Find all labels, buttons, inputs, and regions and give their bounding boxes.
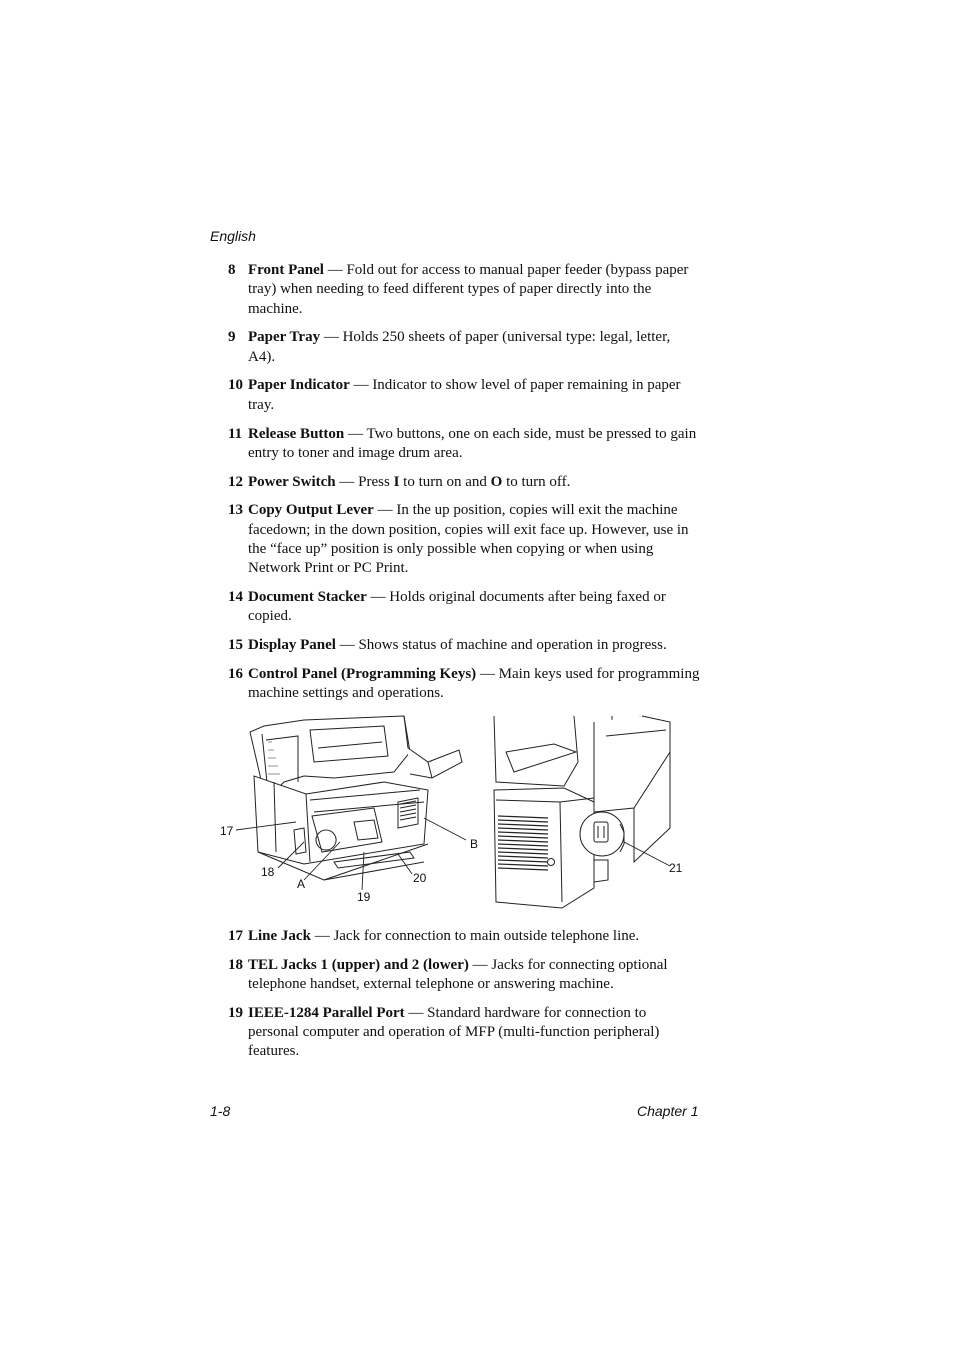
item-description: Shows status of machine and operation in progress. (358, 637, 667, 654)
separator: — (349, 377, 373, 394)
separator: — (366, 589, 390, 606)
item-description: Press (358, 473, 394, 490)
item-number: 18 (228, 956, 243, 973)
separator: — (335, 473, 359, 490)
item-description: Holds original documents after being faxed or copied. (248, 589, 666, 625)
item-term: IEEE-1284 Parallel Port (248, 1004, 405, 1021)
callout-17: 17 (220, 824, 234, 838)
item-number: 14 (228, 589, 243, 606)
separator: — (476, 666, 499, 683)
page-number: 1-8 (210, 1103, 231, 1119)
list-item (228, 376, 700, 415)
separator: — (404, 1004, 428, 1021)
list-item (228, 473, 700, 492)
item-number: 13 (228, 502, 243, 519)
separator: — (344, 425, 367, 442)
item-term: Copy Output Lever (248, 502, 374, 519)
list-item (228, 588, 700, 627)
list-item (228, 956, 700, 995)
item-term: Control Panel (Programming Keys) (248, 666, 477, 683)
separator: — (335, 637, 359, 654)
item-description: Fold out for access to manual paper feeder (bypass paper tray) when needing to feed different types of paper directly into the machine. (248, 262, 689, 317)
callout-18: 18 (261, 865, 275, 879)
item-term: Display Panel (248, 637, 336, 654)
item-term: Power Switch (248, 473, 336, 490)
callout-21: 21 (669, 861, 683, 875)
list-item (228, 425, 700, 464)
item-number: 15 (228, 637, 243, 654)
item-description: Two buttons, one on each side, must be pressed to gain entry to toner and image drum area. (248, 425, 697, 461)
item-description: Jack for connection to main outside telephone line. (333, 928, 640, 944)
machine-rear-illustration (214, 712, 694, 912)
list-item (228, 636, 700, 655)
list-item (228, 1004, 700, 1062)
separator: — (310, 928, 334, 944)
item-number: 16 (228, 666, 243, 683)
component-list-bottom (228, 927, 700, 1071)
item-term: Document Stacker (248, 589, 367, 606)
callout-20: 20 (413, 871, 427, 885)
chapter-label: Chapter 1 (637, 1103, 699, 1119)
item-number: 8 (228, 262, 236, 278)
item-term: Line Jack (248, 928, 311, 944)
item-description: Holds 250 sheets of paper (universal type: legal, letter, A4). (248, 329, 671, 365)
item-number: 9 (228, 329, 236, 346)
separator: — (320, 329, 343, 346)
item-description: Standard hardware for connection to personal computer and operation of MFP (multi-function peripheral) features. (248, 1004, 660, 1060)
list-item (228, 261, 700, 319)
item-number: 17 (228, 928, 243, 944)
callout-19: 19 (357, 890, 371, 904)
item-number: 12 (228, 473, 243, 490)
item-term: Paper Tray (248, 329, 321, 346)
item-term: Front Panel (248, 262, 324, 278)
item-description: to turn off. (502, 473, 571, 490)
list-item (228, 328, 700, 367)
item-number: 19 (228, 1004, 243, 1021)
separator: — (323, 262, 347, 278)
item-number: 10 (228, 377, 243, 394)
item-term: Paper Indicator (248, 377, 350, 394)
item-description: Indicator to show level of paper remaining in paper tray. (248, 377, 681, 413)
separator: — (468, 956, 492, 973)
item-description: Main keys used for programming machine settings and operations. (248, 666, 700, 702)
machine-drawing (214, 712, 694, 912)
item-term: Release Button (248, 425, 345, 442)
item-description: to turn on and (399, 473, 491, 490)
item-description: In the up position, copies will exit the machine facedown; in the down position, copies will exit face up. However, use in the “face up” position is only possible when copying or when using Network Print or PC Print. (248, 502, 689, 577)
power-off-symbol: O (490, 473, 503, 490)
running-header-language: English (210, 228, 256, 244)
component-list-top (228, 261, 700, 713)
list-item (228, 927, 700, 946)
power-on-symbol: I (393, 473, 400, 490)
callout-b: B (470, 837, 479, 851)
item-term: TEL Jacks 1 (upper) and 2 (lower) (248, 956, 469, 973)
item-description: Jacks for connecting optional telephone handset, external telephone or answering machine. (248, 956, 668, 993)
callout-a: A (297, 877, 306, 891)
list-item (228, 665, 700, 704)
item-number: 11 (228, 425, 243, 442)
list-item (228, 501, 700, 578)
separator: — (373, 502, 397, 519)
